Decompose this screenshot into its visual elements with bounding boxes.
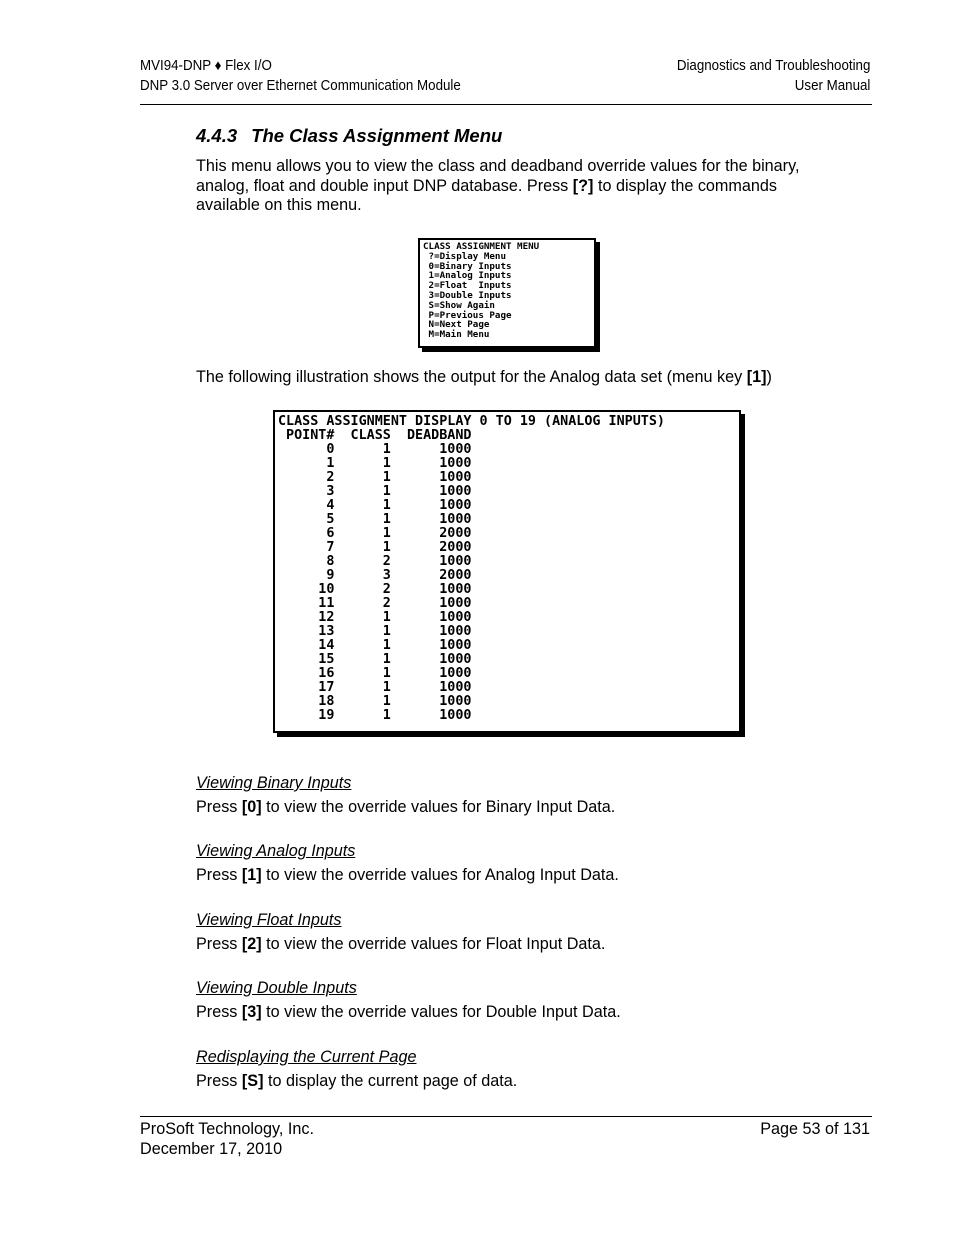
footer-page-number: Page 53 of 131	[760, 1120, 870, 1138]
display-screen-line: 19 1 1000	[278, 708, 472, 723]
class-assignment-display-screen	[273, 410, 741, 733]
menu-screen-line: P=Previous Page	[423, 309, 512, 321]
menu-screen-line: M=Main Menu	[423, 329, 490, 341]
following-text-before: The following illustration shows the output for the Analog data set (menu key	[196, 368, 747, 386]
subsection-binary	[196, 774, 836, 817]
display-screen-line: 14 1 1000	[278, 638, 472, 653]
display-screen-line: 17 1 1000	[278, 680, 472, 695]
subsection-text: Press [1] to view the override values for Analog Input Data.	[196, 866, 619, 884]
subsection-double	[196, 979, 836, 1022]
intro-text-before: This menu allows you to view the class and deadband override values for the binary, analog, float and double input DNP database. Press	[196, 157, 800, 195]
header-divider	[140, 104, 872, 105]
intro-key: [?]	[572, 176, 594, 195]
display-screen-line: 15 1 1000	[278, 652, 472, 667]
menu-screen-line: 2=Float Inputs	[423, 280, 512, 292]
subsection-text: Press [S] to display the current page of data.	[196, 1072, 518, 1090]
display-screen-line: 2 1 1000	[278, 470, 472, 485]
header-doc-type: User Manual	[794, 77, 870, 94]
footer-company: ProSoft Technology, Inc.	[140, 1120, 314, 1138]
display-screen-line: 1 1 1000	[278, 456, 472, 471]
display-screen-line: 13 1 1000	[278, 624, 472, 639]
analog-output-paragraph	[196, 368, 836, 388]
intro-paragraph	[196, 157, 816, 216]
section-title-text: The Class Assignment Menu	[251, 125, 503, 146]
menu-screen-line: 1=Analog Inputs	[423, 270, 512, 282]
display-screen-line: CLASS ASSIGNMENT DISPLAY 0 TO 19 (ANALOG INPUTS)	[278, 414, 665, 429]
header-product: MVI94-DNP ♦ Flex I/O	[140, 58, 272, 74]
class-assignment-menu-screen	[418, 238, 596, 348]
menu-screen-line: 3=Double Inputs	[423, 289, 512, 301]
following-text-after: )	[766, 368, 772, 386]
section-number: 4.4.3	[196, 125, 238, 146]
following-key: [1]	[746, 368, 767, 386]
display-screen-line: 8 2 1000	[278, 554, 472, 569]
menu-screen-line: ?=Display Menu	[423, 250, 506, 262]
display-screen-line: 16 1 1000	[278, 666, 472, 681]
menu-screen-line: 0=Binary Inputs	[423, 260, 512, 272]
subsection-redisplay	[196, 1048, 836, 1091]
subsection-heading: Redisplaying the Current Page	[196, 1048, 417, 1066]
display-screen-line: 12 1 1000	[278, 610, 472, 625]
menu-screen-line: N=Next Page	[423, 319, 490, 331]
subsection-heading: Viewing Binary Inputs	[196, 774, 352, 792]
subsection-float	[196, 911, 836, 954]
display-screen-line: 6 1 2000	[278, 526, 472, 541]
display-screen-line: 11 2 1000	[278, 596, 472, 611]
display-screen-line: 5 1 1000	[278, 512, 472, 527]
subsection-text: Press [0] to view the override values for Binary Input Data.	[196, 798, 616, 816]
header-module: DNP 3.0 Server over Ethernet Communication Module	[140, 77, 461, 94]
subsection-text: Press [3] to view the override values for Double Input Data.	[196, 1003, 621, 1021]
menu-screen-line: CLASS ASSIGNMENT MENU	[423, 241, 540, 252]
subsection-heading: Viewing Double Inputs	[196, 979, 357, 997]
subsection-text: Press [2] to view the override values for Float Input Data.	[196, 935, 606, 953]
footer-left	[140, 1120, 314, 1159]
footer-date: December 17, 2010	[140, 1139, 283, 1158]
section-title	[196, 125, 502, 147]
display-screen-line: 18 1 1000	[278, 694, 472, 709]
header-chapter: Diagnostics and Troubleshooting	[676, 58, 870, 74]
subsection-analog	[196, 842, 836, 885]
footer-divider	[140, 1116, 872, 1117]
display-screen-line: 3 1 1000	[278, 484, 472, 499]
display-screen-line: 9 3 2000	[278, 568, 472, 583]
display-screen-line: 10 2 1000	[278, 582, 472, 597]
intro-text-after: to display the commands available on this menu.	[196, 176, 778, 215]
header-left	[140, 57, 461, 96]
header-right	[676, 57, 870, 96]
display-screen-line: POINT# CLASS DEADBAND	[278, 428, 472, 443]
display-screen-line: 0 1 1000	[278, 442, 472, 457]
subsection-heading: Viewing Float Inputs	[196, 911, 342, 929]
display-screen-line: 4 1 1000	[278, 498, 472, 513]
menu-screen-line: S=Show Again	[423, 299, 495, 311]
display-screen-line: 7 1 2000	[278, 540, 472, 555]
subsection-heading: Viewing Analog Inputs	[196, 842, 356, 860]
